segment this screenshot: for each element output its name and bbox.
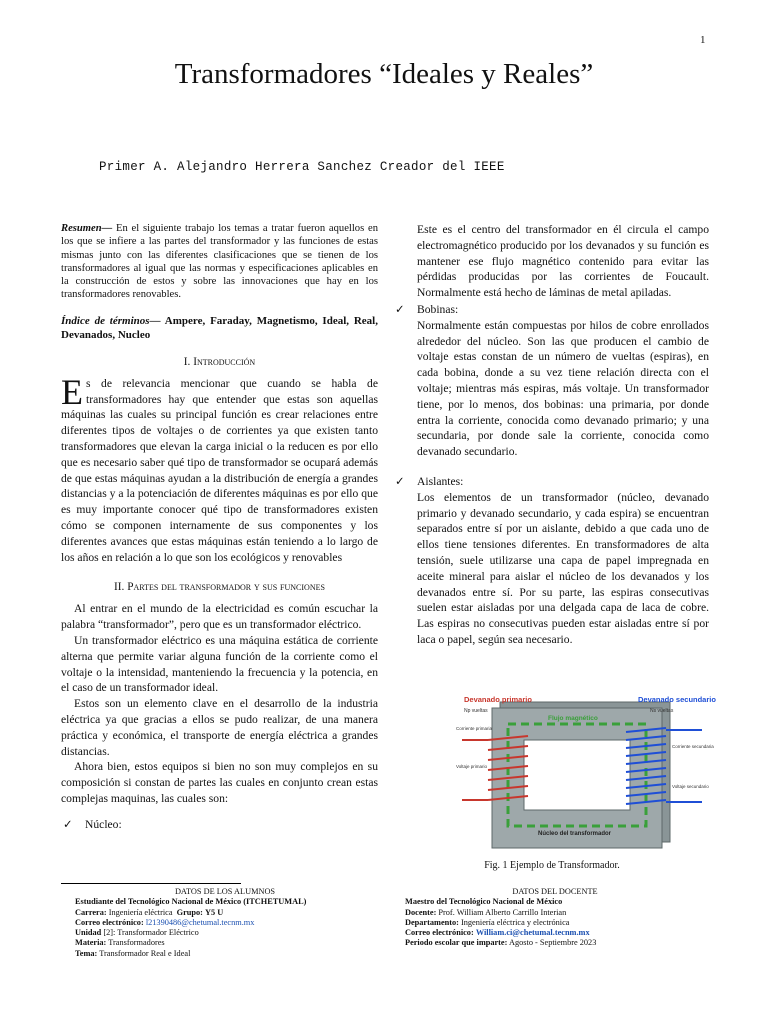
secondary-voltage-label: Voltaje secundario [672, 784, 709, 789]
footer-teacher [405, 887, 705, 949]
section-heading-parts [61, 581, 378, 593]
students-email-link[interactable]: l21390486@chetumal.tecnm.mx [145, 917, 255, 927]
secondary-turns: Ns vueltas [650, 708, 674, 714]
intro-text: s de relevancia mencionar que cuando se habla de transformadores hay que entender que estas son aquellas máquinas las cuales su principal función es crear relaciones entre diferentes tipos de voltajes o de corrientes ya que existen tanto transformadores que elevan la carga inicial o la reducen es por ello que es necesario saber qué tipo de transformador se ocupará además de que estas máquinas ayudan a la distribución de energía a grandes distancias y a la potenciación de diferentes máquinas es por ello que es muy importante conocer qué tipo de transformadores existen cómo se componen internamente de sus componentes y los diferentes avances que estas máquinas están teniendo a lo largo de los años en relación a lo que son los ecológicos y renovables [61, 376, 378, 564]
author-line: Primer A. Alejandro Herrera Sanchez Creador del IEEE [99, 160, 505, 174]
core-window [524, 740, 630, 810]
index-terms-label: Índice de términos [61, 314, 150, 327]
teacher-periodo: Periodo escolar que imparte: Agosto - Septiembre 2023 [405, 938, 597, 948]
list-item-label: Bobinas: [417, 302, 459, 316]
teacher-email: Correo electrónico: William.ci@chetumal.tecnm.mx [405, 928, 590, 938]
page-number: 1 [700, 34, 706, 46]
section-number: II. [114, 581, 128, 594]
students-line1: Estudiante del Tecnológico Nacional de México (ITCHETUMAL) [75, 897, 307, 907]
parts-paragraph-4: Ahora bien, estos equipos si bien no son muy complejos en su composición si constan de partes las cuales en conjunto crean estas complejas maquinas, las cuales son: [61, 760, 378, 805]
section-title: Partes del transformador y sus funciones [127, 581, 325, 594]
check-icon: ✓ [63, 817, 73, 831]
students-email: Correo electrónico: l21390486@chetumal.tecnm.mx [75, 917, 255, 927]
primary-turns: Np vueltas [464, 708, 488, 714]
teacher-docente: Docente: Prof. William Alberto Carrillo Interian [405, 907, 567, 917]
drop-cap: E [61, 371, 83, 412]
teacher-email-link[interactable]: William.ci@chetumal.tecnm.mx [475, 928, 590, 938]
abstract [61, 222, 378, 302]
index-terms [61, 314, 378, 342]
parts-paragraph-3: Estos son un elemento clave en el desarrollo de la industria eléctrica ya que gracias a ellos se pudo realizar, de una manera práctica y económica, el transporte de energía eléctrica a grandes distancias. [61, 697, 378, 758]
section-heading-intro [61, 356, 378, 368]
students-tema: Tema: Transformador Real e Ideal [75, 948, 191, 958]
nucleo-description: Este es el centro del transformador en él circula el campo electromagnético producido por los devanados y su función es mantener ese flujo magnético contenido para evitar las pérdidas producidas por las corrientes de Foucault. Normalmente está hecho de láminas de metal apiladas. [417, 223, 709, 300]
footnote-rule [61, 883, 241, 884]
list-item-nucleo [63, 817, 378, 833]
secondary-title: Devanado secundario [638, 695, 716, 704]
teacher-header: DATOS DEL DOCENTE [512, 887, 598, 896]
students-carrera: Carrera: Ingeniería eléctrica Grupo: Y5 U [75, 907, 224, 917]
transformer-figure [452, 690, 722, 850]
students-header: DATOS DE LOS ALUMNOS [174, 887, 276, 896]
teacher-depto: Departamento: Ingeniería eléctrica y electrónica [405, 917, 570, 927]
list-item-bobinas [395, 302, 709, 318]
core-label: Núcleo del transformador [538, 831, 612, 837]
section-number: I. [183, 355, 194, 368]
students-materia: Materia: Transformadores [75, 938, 165, 948]
figure-caption: Fig. 1 Ejemplo de Transformador. [484, 860, 620, 871]
section-title: Introducción [193, 355, 256, 368]
parts-paragraph-1: Al entrar en el mundo de la electricidad es común escuchar la palabra “transformador”, pero que es un transformador eléctrico. [61, 602, 378, 632]
flux-label: Flujo magnético [548, 715, 598, 722]
check-icon: ✓ [395, 474, 405, 488]
right-column [395, 222, 709, 648]
aislantes-description: Los elementos de un transformador (núcleo, devanado primario y devanado secundario, y cada espira) se encuentran separados entre sí por un aislante, debido a que cada uno de ellos tiene tensiones diferentes. En transformadores de alta tensión, suele utilizarse una capa de papel impregnada en aceite mineral para aislar el núcleo de los devanados y los devanados entre sí. Por su parte, las espiras consecutivas suelen estar aisladas por una delgada capa de laca de cobre. Las espiras no consecutivas pueden estar aisladas entre sí por laca o papel, según sea necesario. [417, 490, 709, 646]
list-item-label: Aislantes: [417, 474, 464, 488]
footer-students [75, 887, 375, 959]
list-item-aislantes [395, 474, 709, 490]
paper-title: Transformadores “Ideales y Reales” [174, 58, 594, 90]
parts-paragraph-2: Un transformador eléctrico es una máquina estática de corriente alterna que permite variar alguna función de la corriente como el voltaje o la intensidad, manteniendo la frecuencia y la potencia, en el caso de un transformador ideal. [61, 633, 378, 695]
intro-paragraph [61, 371, 378, 566]
abstract-text: En el siguiente trabajo los temas a tratar fueron aquellos en los que se infiere a las partes del transformador y las funciones de estas mismas junto con las diferentes clasificaciones que se tienen de los transformadores al igual que las normas y especificaciones aplicables en la construcción de estos y sobre las innovaciones que hay en los transformadores renovables. [61, 223, 378, 301]
primary-current-label: Corriente primaria [456, 726, 493, 731]
primary-voltage-label: Voltaje primario [456, 764, 488, 769]
secondary-current-label: Corriente secundaria [672, 744, 714, 749]
left-column [61, 222, 378, 833]
students-unidad: Unidad [2]: Transformador Eléctrico [75, 928, 199, 938]
index-terms-text: — Ampere, Faraday, Magnetismo, Ideal, Real, Devanados, Nucleo [61, 314, 378, 341]
teacher-line1: Maestro del Tecnológico Nacional de México [405, 897, 563, 907]
bobinas-description: Normalmente están compuestas por hilos de cobre enrollados alrededor del núcleo. Son las que producen el cambio de voltaje estas constan de un número de vueltas (espiras), en cada bobina, donde a su vez tiene relación directa con el voltaje; mientras más espiras, más voltaje. Un transformador tiene, por lo menos, dos bobinas: una primaria, por donde entra la corriente, conocida como devanado primario; y una secundaria, por donde sale la corriente, conocida como devanado secundario. [417, 318, 709, 459]
transformer-diagram [452, 690, 722, 850]
check-icon: ✓ [395, 302, 405, 316]
primary-title: Devanado primario [464, 695, 532, 704]
list-item-label: Núcleo: [85, 817, 122, 831]
abstract-label: Resumen— [61, 223, 113, 234]
